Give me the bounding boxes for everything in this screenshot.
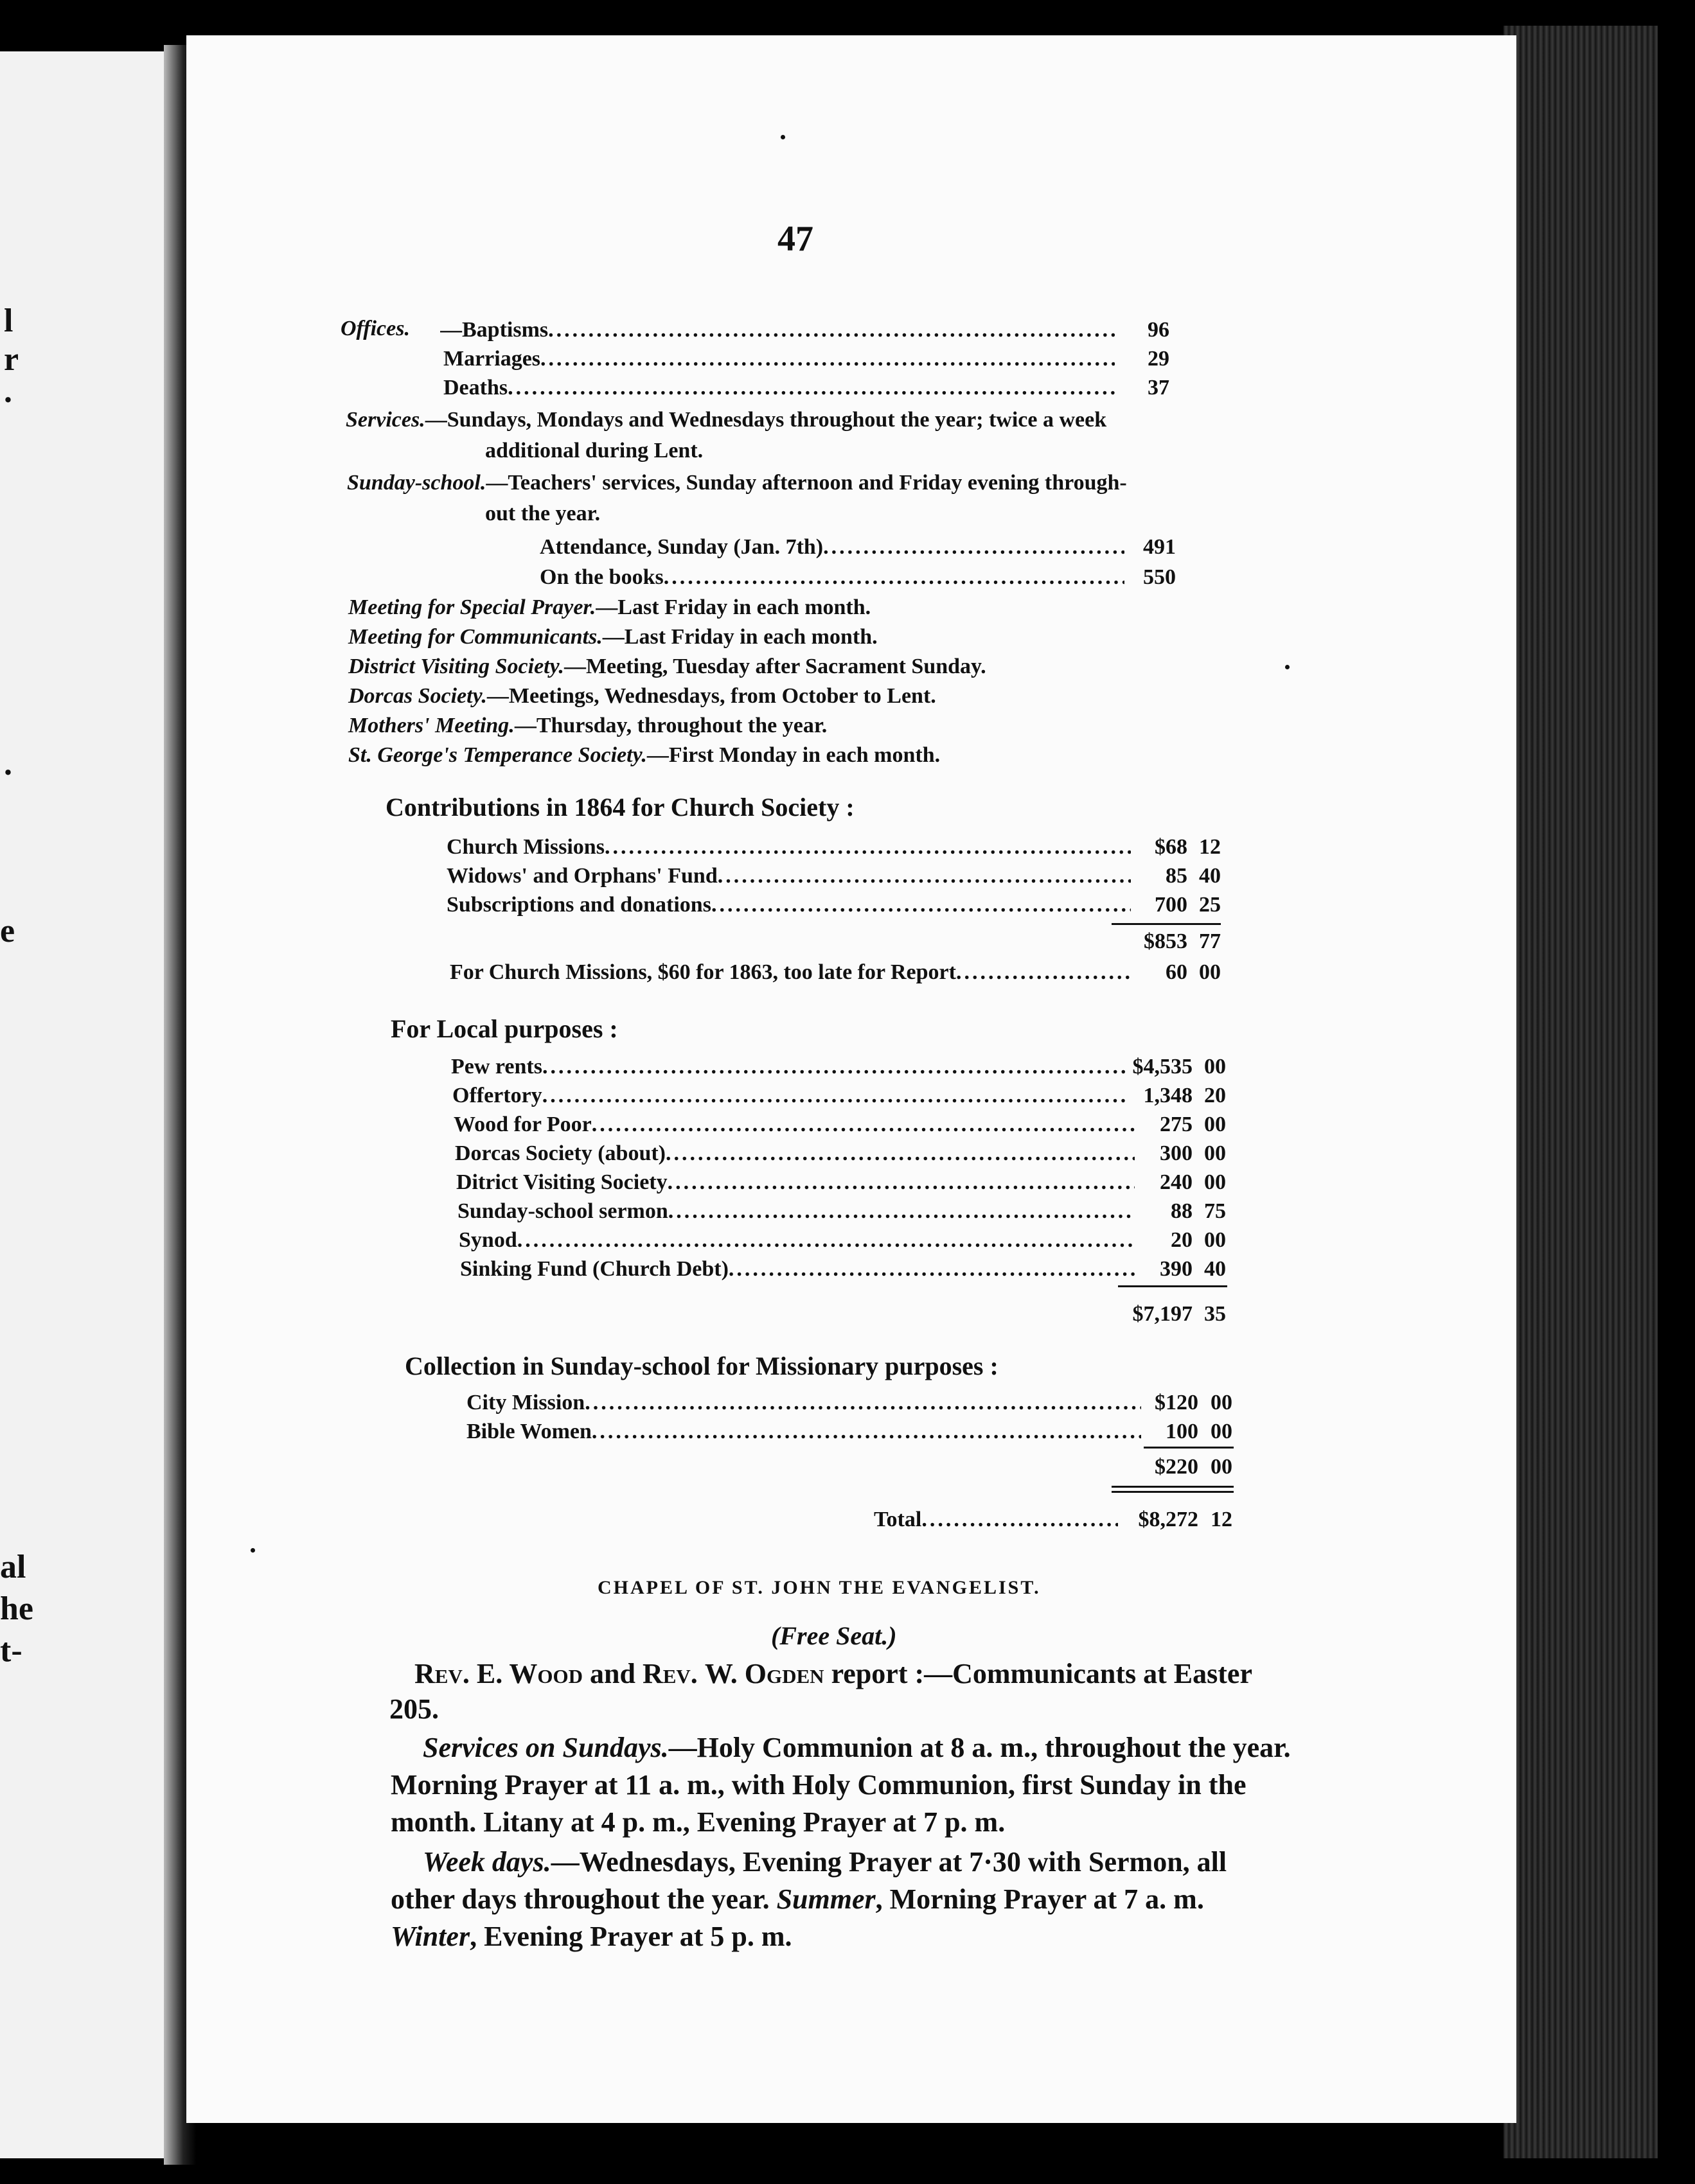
on-books-label: On the books xyxy=(540,565,664,589)
missionary-subtotal-cents: 00 xyxy=(1211,1455,1232,1479)
ledger-label: City Mission xyxy=(466,1391,585,1414)
chapel-report-cont: 205. xyxy=(389,1693,439,1725)
attendance-label: Attendance, Sunday (Jan. 7th) xyxy=(540,535,824,559)
meeting-text: —Last Friday in each month. xyxy=(602,625,878,649)
meeting-label: St. George's Temperance Society. xyxy=(348,743,647,767)
facing-page-fragment: l xyxy=(4,303,13,339)
ledger-cents: 20 xyxy=(1204,1084,1226,1107)
print-speck xyxy=(251,1548,255,1553)
sunday-school-row xyxy=(540,535,1124,559)
ledger-cents: 00 xyxy=(1204,1113,1226,1136)
ledger-row xyxy=(456,1170,1135,1195)
ledger-label: Pew rents xyxy=(451,1055,542,1079)
rev-title: Rev. xyxy=(642,1658,698,1689)
sunday-school-label: Sunday-school. xyxy=(347,471,486,495)
sunday-school-text-cont: out the year. xyxy=(485,502,601,525)
meeting-label: Dorcas Society. xyxy=(348,684,487,708)
weekdays-text: , Morning Prayer at 7 a. m. xyxy=(875,1883,1204,1915)
sundays-label: Services on Sundays. xyxy=(423,1732,669,1763)
ledger-row xyxy=(447,864,1131,888)
meeting-line xyxy=(348,685,936,707)
total-dollars: $8,272 xyxy=(1138,1508,1198,1531)
rev-title: Rev. xyxy=(414,1658,470,1689)
book-page xyxy=(186,35,1516,2123)
weekdays-paragraph xyxy=(423,1845,1227,1878)
ledger-row xyxy=(459,1228,1135,1253)
ledger-label: Sunday-school sermon xyxy=(457,1199,668,1223)
ledger-cents: 00 xyxy=(1199,960,1221,984)
ledger-dollars: 390 xyxy=(1160,1257,1193,1281)
report-text: report :—Communicants at Easter xyxy=(831,1658,1252,1689)
facing-page-fragment: r xyxy=(4,341,19,378)
chapel-subtitle: (Free Seat.) xyxy=(771,1621,897,1650)
weekdays-text: —Wednesdays, Evening Prayer at 7·30 with Sermon, all xyxy=(551,1846,1227,1878)
sunday-school-paragraph xyxy=(347,472,1127,494)
offices-value-marriages: 29 xyxy=(1148,347,1169,371)
offices-row xyxy=(443,347,1115,371)
meeting-text: —Thursday, throughout the year. xyxy=(514,714,828,737)
sundays-paragraph xyxy=(423,1731,1291,1764)
meeting-label: Meeting for Special Prayer. xyxy=(348,595,596,619)
facing-page-fragment: t- xyxy=(0,1632,22,1669)
ledger-label: Bible Women xyxy=(466,1420,592,1443)
meeting-text: —Last Friday in each month. xyxy=(596,595,871,619)
offices-row xyxy=(440,318,1115,342)
ledger-dollars: 20 xyxy=(1171,1228,1193,1252)
offices-label: Offices. xyxy=(341,317,410,340)
facing-page-edge xyxy=(0,51,173,2158)
meeting-line xyxy=(348,597,871,619)
facing-page-fragment: . xyxy=(4,373,12,410)
sunday-school-row xyxy=(540,565,1124,590)
page-number: 47 xyxy=(777,219,813,259)
ledger-cents: 40 xyxy=(1199,864,1221,888)
weekdays-label: Week days. xyxy=(423,1846,551,1878)
weekdays-text-cont xyxy=(391,1883,1204,1915)
ledger-dollars: 88 xyxy=(1171,1199,1193,1223)
attendance-value: 491 xyxy=(1143,535,1176,559)
services-text-cont: additional during Lent. xyxy=(485,439,704,462)
ledger-label: Dorcas Society (about) xyxy=(455,1141,666,1165)
total-row xyxy=(874,1508,1118,1532)
ledger-label: Offertory xyxy=(452,1084,542,1107)
ledger-label: Sinking Fund (Church Debt) xyxy=(460,1257,729,1281)
ledger-row xyxy=(447,835,1131,859)
page-stack-edge xyxy=(1504,26,1658,2158)
ledger-dollars: 100 xyxy=(1166,1420,1198,1443)
facing-page-fragment: . xyxy=(4,746,12,782)
ledger-cents: 12 xyxy=(1199,835,1221,859)
ledger-cents: 00 xyxy=(1204,1170,1226,1194)
report-and: and xyxy=(590,1658,635,1689)
ledger-label: Church Missions xyxy=(447,835,605,859)
ledger-dollars: 300 xyxy=(1160,1141,1193,1165)
meeting-label: District Visiting Society. xyxy=(348,655,564,678)
ledger-dollars: $120 xyxy=(1155,1391,1198,1414)
weekdays-text: other days throughout the year. xyxy=(391,1883,770,1915)
sundays-text-cont: month. Litany at 4 p. m., Evening Prayer at 7 p. m. xyxy=(391,1806,1006,1838)
sum-rule xyxy=(1144,1447,1234,1449)
meeting-label: Meeting for Communicants. xyxy=(348,625,603,649)
on-books-value: 550 xyxy=(1143,565,1176,589)
local-purposes-subtotal-dollars: $7,197 xyxy=(1132,1302,1193,1326)
local-purposes-subtotal-cents: 35 xyxy=(1204,1302,1226,1326)
total-label: Total xyxy=(874,1508,922,1531)
print-speck xyxy=(1285,665,1290,669)
ledger-row xyxy=(466,1391,1141,1415)
ledger-cents: 25 xyxy=(1199,893,1221,917)
missionary-subtotal-dollars: $220 xyxy=(1155,1455,1198,1479)
ledger-cents: 00 xyxy=(1204,1228,1226,1252)
sundays-text-cont: Morning Prayer at 11 a. m., with Holy Communion, first Sunday in the xyxy=(391,1769,1247,1801)
sum-rule xyxy=(1112,1486,1234,1488)
ledger-label: Ditrict Visiting Society xyxy=(456,1170,668,1194)
sum-rule xyxy=(1118,1285,1227,1287)
church-society-subtotal-dollars: $853 xyxy=(1144,929,1187,953)
meeting-line xyxy=(348,626,878,648)
church-society-subtotal-cents: 77 xyxy=(1199,929,1221,953)
meeting-text: —Meetings, Wednesdays, from October to Lent. xyxy=(486,684,936,708)
meeting-line xyxy=(348,715,827,737)
ledger-label: Wood for Poor xyxy=(454,1113,592,1136)
rev-name: E. Wood xyxy=(476,1658,583,1689)
sundays-text: —Holy Communion at 8 a. m., throughout the year. xyxy=(668,1732,1291,1763)
facing-page-fragment: al xyxy=(0,1549,26,1585)
ledger-dollars: $68 xyxy=(1155,835,1187,859)
ledger-row xyxy=(450,960,1131,985)
meeting-text: —First Monday in each month. xyxy=(646,743,941,767)
meeting-line xyxy=(348,744,940,766)
ledger-row xyxy=(451,1055,1126,1079)
local-purposes-heading: For Local purposes : xyxy=(391,1014,618,1043)
ledger-row xyxy=(457,1199,1135,1224)
chapel-title: CHAPEL OF ST. JOHN THE EVANGELIST. xyxy=(598,1577,1041,1598)
ledger-cents: 75 xyxy=(1204,1199,1226,1223)
meeting-text: —Meeting, Tuesday after Sacrament Sunday. xyxy=(564,655,986,678)
ledger-cents: 00 xyxy=(1211,1391,1232,1414)
print-speck xyxy=(781,135,785,139)
ledger-row xyxy=(454,1113,1135,1137)
facing-page-fragment: e xyxy=(0,913,15,949)
offices-label-marriages: Marriages xyxy=(443,347,541,371)
services-paragraph xyxy=(346,409,1106,431)
sum-rule xyxy=(1112,923,1221,925)
ledger-dollars: 85 xyxy=(1166,864,1187,888)
ledger-row xyxy=(452,1084,1126,1108)
ledger-cents: 00 xyxy=(1204,1141,1226,1165)
meeting-line xyxy=(348,656,986,678)
ledger-cents: 00 xyxy=(1204,1055,1226,1079)
ledger-label: Subscriptions and donations xyxy=(447,893,711,917)
rev-name: W. Ogden xyxy=(704,1658,824,1689)
summer-label: Summer xyxy=(776,1883,876,1915)
ledger-label: Widows' and Orphans' Fund xyxy=(447,864,718,888)
meeting-label: Mothers' Meeting. xyxy=(348,714,515,737)
chapel-report xyxy=(414,1657,1252,1690)
facing-page-fragment: he xyxy=(0,1590,33,1627)
ledger-row xyxy=(460,1257,1135,1281)
ledger-dollars: $4,535 xyxy=(1132,1055,1193,1079)
ledger-dollars: 275 xyxy=(1160,1113,1193,1136)
weekdays-text: , Evening Prayer at 5 p. m. xyxy=(470,1921,792,1952)
ledger-cents: 40 xyxy=(1204,1257,1226,1281)
ledger-cents: 00 xyxy=(1211,1420,1232,1443)
ledger-row xyxy=(466,1420,1141,1444)
ledger-dollars: 60 xyxy=(1166,960,1187,984)
sunday-school-text: —Teachers' services, Sunday afternoon and Friday evening through- xyxy=(486,471,1127,495)
offices-label-deaths: Deaths xyxy=(443,376,508,400)
winter-label: Winter xyxy=(391,1921,470,1952)
offices-row xyxy=(443,376,1115,400)
ledger-dollars: 240 xyxy=(1160,1170,1193,1194)
ledger-dollars: 700 xyxy=(1155,893,1187,917)
church-society-heading: Contributions in 1864 for Church Society : xyxy=(386,793,855,822)
ledger-dollars: 1,348 xyxy=(1143,1084,1193,1107)
missionary-heading: Collection in Sunday-school for Missionary purposes : xyxy=(405,1352,998,1380)
services-text: —Sundays, Mondays and Wednesdays throughout the year; twice a week xyxy=(425,408,1107,432)
offices-value-deaths: 37 xyxy=(1148,376,1169,400)
services-label: Services. xyxy=(346,408,425,432)
offices-value-baptisms: 96 xyxy=(1148,318,1169,342)
ledger-row xyxy=(447,893,1131,917)
ledger-row xyxy=(455,1141,1135,1166)
offices-label-baptisms: —Baptisms xyxy=(440,318,549,342)
ledger-label: Synod xyxy=(459,1228,517,1252)
sum-rule xyxy=(1112,1491,1234,1493)
total-cents: 12 xyxy=(1211,1508,1232,1531)
weekdays-text-cont xyxy=(391,1920,792,1953)
ledger-label: For Church Missions, $60 for 1863, too late for Report xyxy=(450,960,956,984)
